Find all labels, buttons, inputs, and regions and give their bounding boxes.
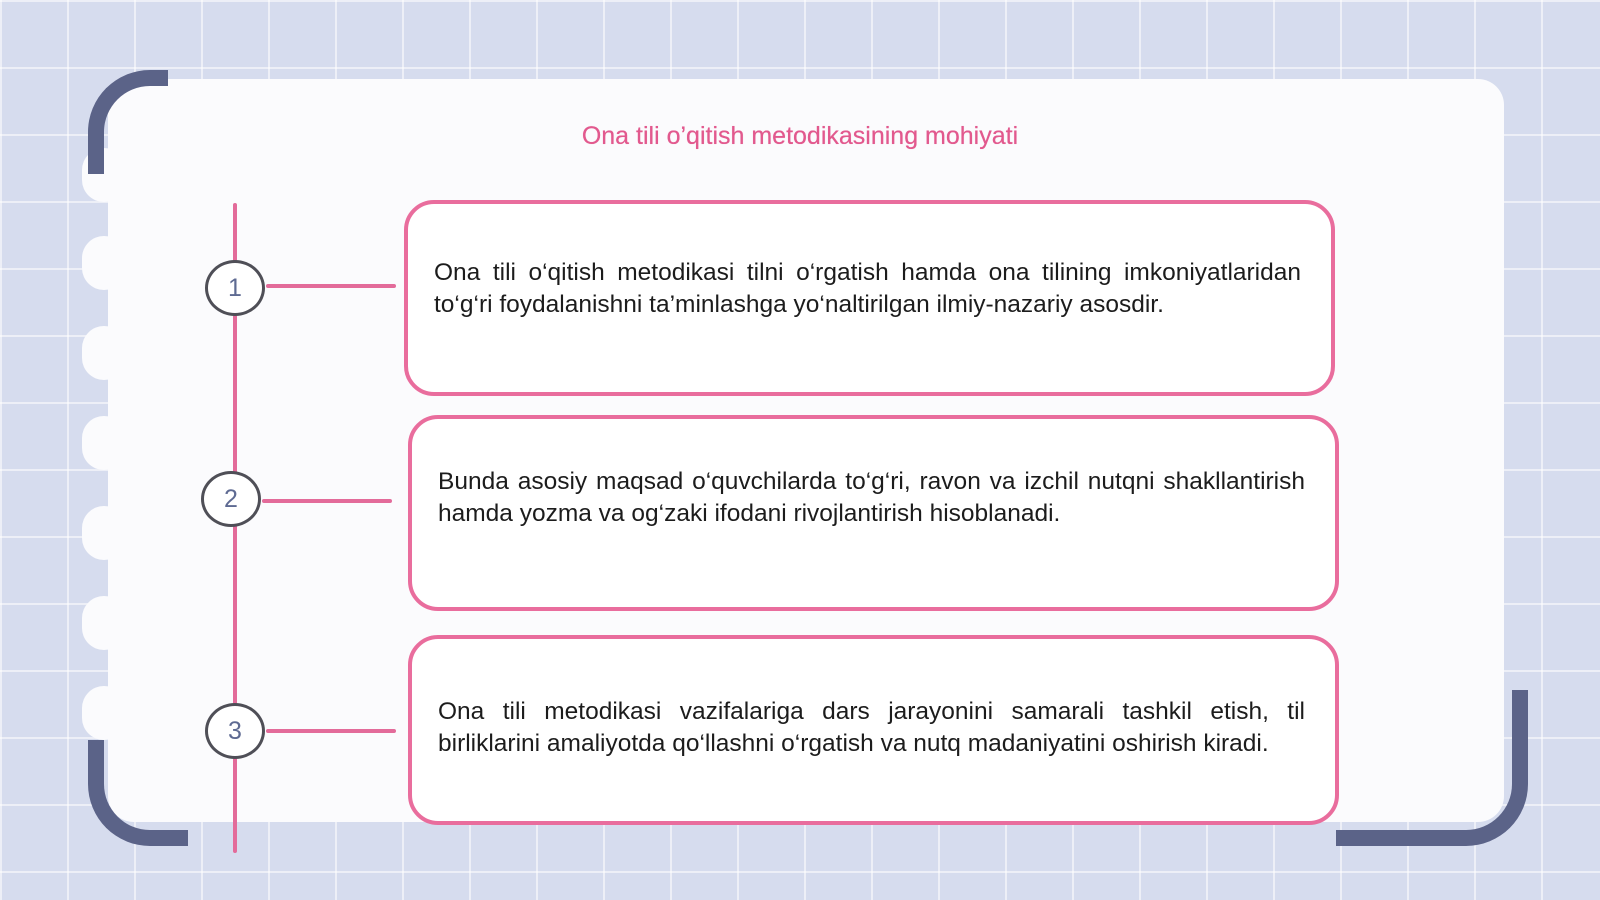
scallop-decoration	[82, 326, 126, 380]
scallop-decoration	[82, 416, 126, 470]
content-box	[408, 415, 1339, 611]
scallop-decoration	[82, 236, 126, 290]
content-text: Bunda asosiy maqsad o‘quvchilarda to‘g‘ri, ravon va izchil nutqni shakllantirish hamda yozma va og‘zaki ifodani rivojlantirish hisoblanadi.	[438, 468, 1305, 527]
content-box	[408, 635, 1339, 825]
slide-title: Ona tili o’qitish metodikasining mohiyati	[581, 122, 1019, 150]
content-text: Ona tili o‘qitish metodikasi tilni o‘rgatish hamda ona tilining imkoniyatlaridan to‘g‘ri foydalanishni ta’minlashga yo‘naltirilgan ilmiy-nazariy asosdir.	[434, 259, 1301, 318]
timeline-connector	[262, 499, 392, 503]
step-number-badge	[205, 260, 265, 316]
timeline-connector	[266, 729, 396, 733]
step-number-badge	[201, 471, 261, 527]
step-number: 1	[228, 273, 242, 302]
content-text: Ona tili metodikasi vazifalariga dars jarayonini samarali tashkil etish, til birliklarini amaliyotda qo‘llashni o‘rgatish va nutq madaniyatini oshirish kiradi.	[438, 698, 1305, 757]
corner-bracket-bottom-right	[1336, 690, 1528, 846]
timeline-connector	[266, 284, 396, 288]
step-number: 3	[228, 716, 242, 745]
corner-bracket-bottom-left	[88, 740, 188, 846]
scallop-decoration	[82, 686, 126, 740]
scallop-decoration	[82, 506, 126, 560]
scallop-decoration	[82, 596, 126, 650]
step-number-badge	[205, 703, 265, 759]
content-box	[404, 200, 1335, 396]
step-number: 2	[224, 484, 238, 513]
